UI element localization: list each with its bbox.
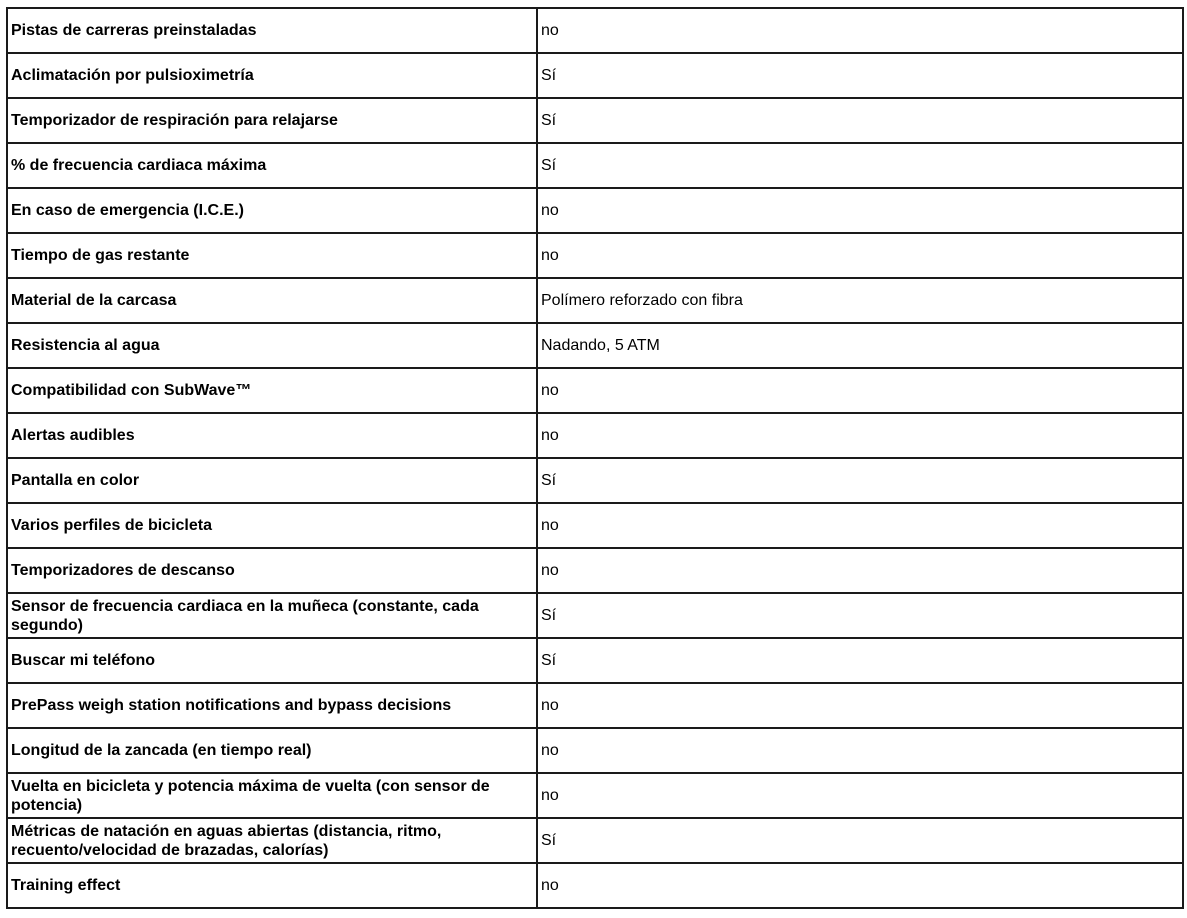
table-row <box>7 593 1183 638</box>
spec-value: Sí <box>537 593 1183 638</box>
spec-label: Temporizador de respiración para relajarse <box>7 98 537 143</box>
spec-value: Sí <box>537 458 1183 503</box>
spec-label: Pistas de carreras preinstaladas <box>7 8 537 53</box>
spec-label: Alertas audibles <box>7 413 537 458</box>
table-row <box>7 503 1183 548</box>
spec-label: Buscar mi teléfono <box>7 638 537 683</box>
table-row <box>7 458 1183 503</box>
table-row <box>7 413 1183 458</box>
spec-table-body <box>7 8 1183 908</box>
spec-value: no <box>537 503 1183 548</box>
table-row <box>7 818 1183 863</box>
table-row <box>7 188 1183 233</box>
spec-label: En caso de emergencia (I.C.E.) <box>7 188 537 233</box>
spec-label: PrePass weigh station notifications and bypass decisions <box>7 683 537 728</box>
spec-value: Sí <box>537 53 1183 98</box>
spec-value: Sí <box>537 98 1183 143</box>
spec-value: no <box>537 863 1183 908</box>
table-row <box>7 773 1183 818</box>
spec-value: Polímero reforzado con fibra <box>537 278 1183 323</box>
spec-value: no <box>537 188 1183 233</box>
spec-label: Pantalla en color <box>7 458 537 503</box>
spec-label: Temporizadores de descanso <box>7 548 537 593</box>
spec-label: Resistencia al agua <box>7 323 537 368</box>
table-row <box>7 8 1183 53</box>
spec-value: no <box>537 773 1183 818</box>
spec-label: Métricas de natación en aguas abiertas (distancia, ritmo, recuento/velocidad de brazadas, calorías) <box>7 818 537 863</box>
spec-value: Sí <box>537 638 1183 683</box>
table-row <box>7 548 1183 593</box>
table-row <box>7 323 1183 368</box>
spec-value: no <box>537 368 1183 413</box>
table-row <box>7 278 1183 323</box>
spec-label: Varios perfiles de bicicleta <box>7 503 537 548</box>
spec-value: no <box>537 548 1183 593</box>
spec-label: Training effect <box>7 863 537 908</box>
table-row <box>7 53 1183 98</box>
spec-value: Sí <box>537 143 1183 188</box>
spec-label: Compatibilidad con SubWave™ <box>7 368 537 413</box>
spec-label: Longitud de la zancada (en tiempo real) <box>7 728 537 773</box>
spec-value: Nadando, 5 ATM <box>537 323 1183 368</box>
spec-label: Material de la carcasa <box>7 278 537 323</box>
table-row <box>7 143 1183 188</box>
spec-label: Aclimatación por pulsioximetría <box>7 53 537 98</box>
spec-value: no <box>537 8 1183 53</box>
spec-label: Sensor de frecuencia cardiaca en la muñeca (constante, cada segundo) <box>7 593 537 638</box>
spec-value: Sí <box>537 818 1183 863</box>
table-row <box>7 233 1183 278</box>
table-row <box>7 98 1183 143</box>
table-row <box>7 638 1183 683</box>
spec-value: no <box>537 413 1183 458</box>
table-row <box>7 728 1183 773</box>
spec-value: no <box>537 233 1183 278</box>
spec-label: Vuelta en bicicleta y potencia máxima de vuelta (con sensor de potencia) <box>7 773 537 818</box>
table-row <box>7 863 1183 908</box>
table-row <box>7 683 1183 728</box>
spec-value: no <box>537 728 1183 773</box>
spec-value: no <box>537 683 1183 728</box>
spec-table <box>6 7 1184 909</box>
table-row <box>7 368 1183 413</box>
spec-label: % de frecuencia cardiaca máxima <box>7 143 537 188</box>
spec-label: Tiempo de gas restante <box>7 233 537 278</box>
